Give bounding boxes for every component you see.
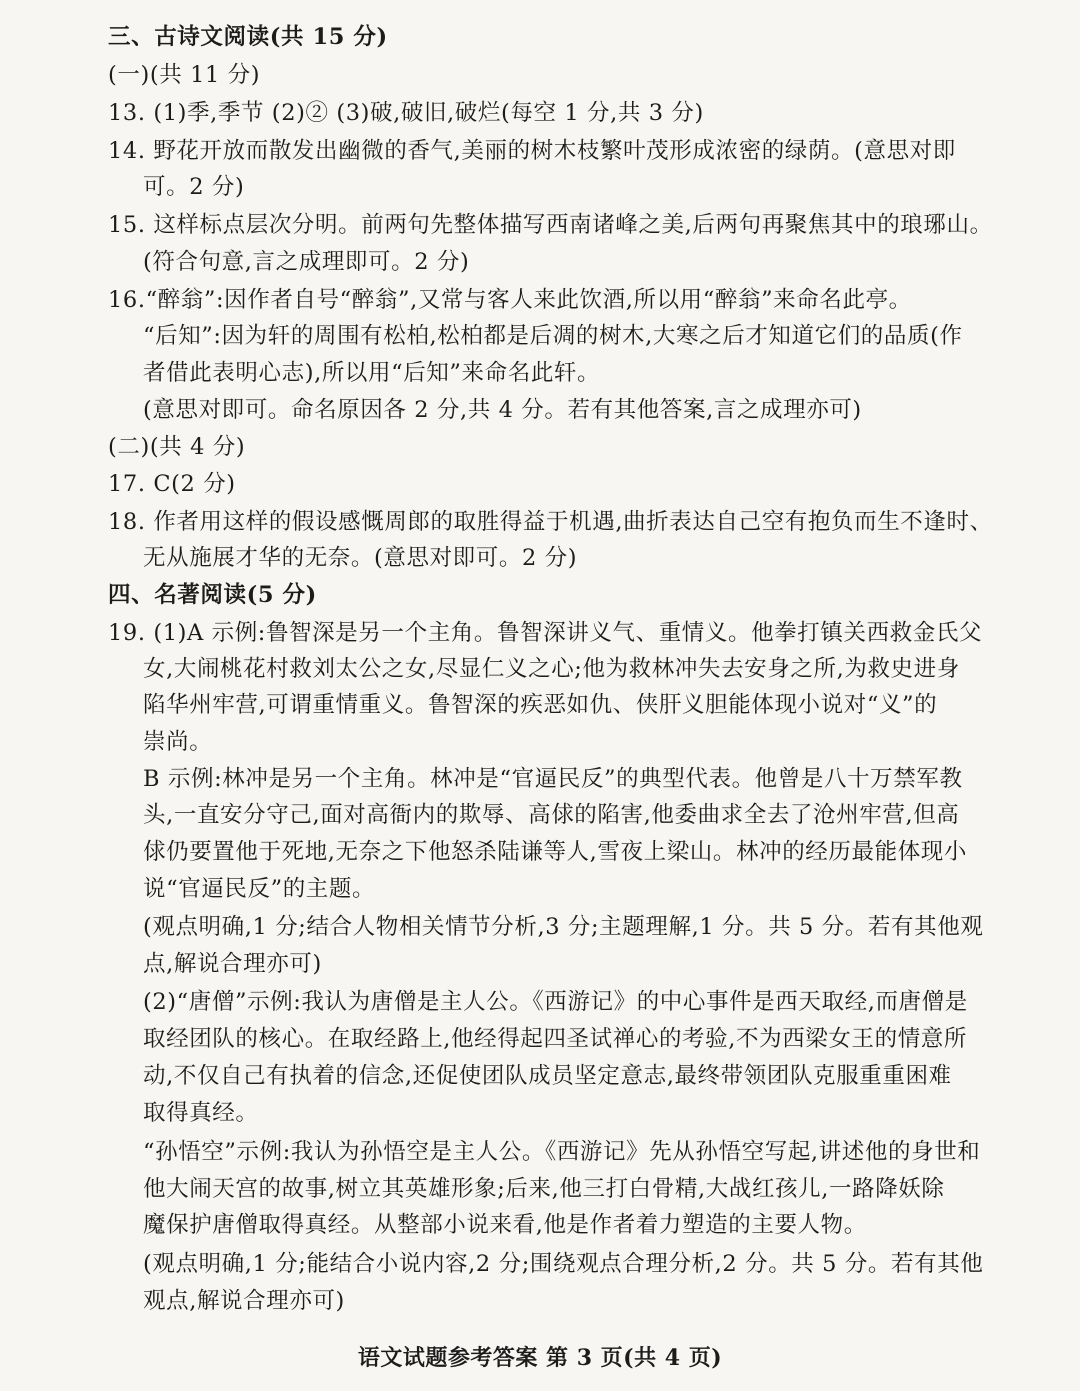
line-34: (观点明确,1 分;能结合小说内容,2 分;围绕观点合理分析,2 分。共 5 分。若有其他: [143, 1251, 984, 1277]
line-20: 崇尚。: [143, 729, 213, 755]
line-35: 观点,解说合理亦可): [143, 1288, 345, 1314]
page-footer: 语文试题参考答案 第 3 页(共 4 页): [357, 1345, 723, 1371]
line-02: (一)(共 11 分): [108, 62, 261, 88]
line-01: 三、古诗文阅读(共 15 分): [108, 24, 388, 50]
line-22: 头,一直安分守己,面对高衙内的欺辱、高俅的陷害,他委曲求全去了沧州牢营,但高: [143, 802, 960, 828]
line-12: (二)(共 4 分): [108, 434, 246, 460]
line-30: 取得真经。: [143, 1100, 259, 1126]
line-25: (观点明确,1 分;结合人物相关情节分析,3 分;主题理解,1 分。共 5 分。若有其他观: [143, 914, 984, 940]
line-06: 15. 这样标点层次分明。前两句先整体描写西南诸峰之美,后两句再聚焦其中的琅琊山。: [108, 212, 993, 238]
line-19: 陷华州牢营,可谓重情重义。鲁智深的疾恶如仇、侠肝义胆能体现小说对“义”的: [143, 692, 938, 718]
line-16: 四、名著阅读(5 分): [108, 582, 317, 608]
line-18: 女,大闹桃花村救刘太公之女,尽显仁义之心;他为救林冲失去安身之所,为救史进身: [143, 656, 960, 682]
line-33: 魔保护唐僧取得真经。从整部小说来看,他是作者着力塑造的主要人物。: [143, 1212, 867, 1238]
line-27: (2)“唐僧”示例:我认为唐僧是主人公。《西游记》的中心事件是西天取经,而唐僧是: [143, 989, 968, 1015]
line-08: 16.“醉翁”:因作者自号“醉翁”,又常与客人来此饮酒,所以用“醉翁”来命名此亭。: [108, 287, 912, 313]
line-09: “后知”:因为轩的周围有松柏,松柏都是后凋的树木,大寒之后才知道它们的品质(作: [143, 323, 963, 349]
line-14: 18. 作者用这样的假设感慨周郎的取胜得益于机遇,曲折表达自己空有抱负而生不逢时、: [108, 509, 993, 535]
line-28: 取经团队的核心。在取经路上,他经得起四圣试禅心的考验,不为西梁女王的情意所: [143, 1026, 968, 1052]
line-04: 14. 野花开放而散发出幽微的香气,美丽的树木枝繁叶茂形成浓密的绿荫。(意思对即: [108, 138, 956, 164]
line-32: 他大闹天宫的故事,树立其英雄形象;后来,他三打白骨精,大战红孩儿,一路降妖除: [143, 1176, 945, 1202]
line-05: 可。2 分): [143, 174, 245, 200]
line-13: 17. C(2 分): [108, 471, 236, 497]
line-11: (意思对即可。命名原因各 2 分,共 4 分。若有其他答案,言之成理亦可): [143, 397, 862, 423]
line-10: 者借此表明心志),所以用“后知”来命名此轩。: [143, 360, 601, 386]
line-23: 俅仍要置他于死地,无奈之下他怒杀陆谦等人,雪夜上梁山。林冲的经历最能体现小: [143, 839, 968, 865]
line-07: (符合句意,言之成理即可。2 分): [143, 249, 470, 275]
line-17: 19. (1)A 示例:鲁智深是另一个主角。鲁智深讲义气、重情义。他拳打镇关西救金氏父: [108, 620, 983, 646]
line-15: 无从施展才华的无奈。(意思对即可。2 分): [143, 545, 578, 571]
line-03: 13. (1)季,季节 (2)② (3)破,破旧,破烂(每空 1 分,共 3 分): [108, 100, 704, 126]
line-26: 点,解说合理亦可): [143, 951, 322, 977]
line-21: B 示例:林冲是另一个主角。林冲是“官逼民反”的典型代表。他曾是八十万禁军教: [143, 766, 963, 792]
line-24: 说“官逼民反”的主题。: [143, 876, 376, 902]
line-31: “孙悟空”示例:我认为孙悟空是主人公。《西游记》先从孙悟空写起,讲述他的身世和: [143, 1139, 981, 1165]
line-29: 动,不仅自己有执着的信念,还促使团队成员坚定意志,最终带领团队克服重重困难: [143, 1063, 952, 1089]
